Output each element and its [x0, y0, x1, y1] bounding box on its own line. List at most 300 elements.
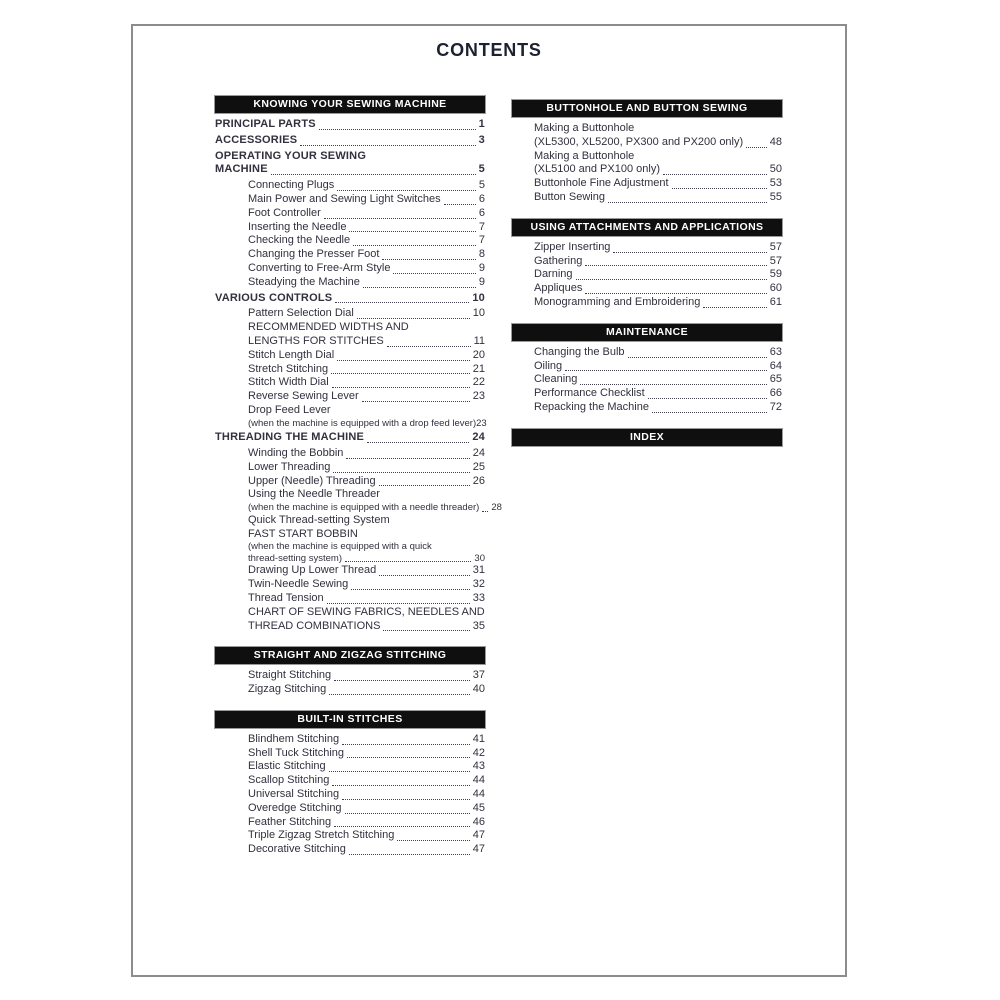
- toc-line: [215, 829, 485, 843]
- toc-entry: [215, 774, 485, 788]
- toc-entry: [215, 843, 485, 857]
- toc-entry: [215, 234, 485, 248]
- dot-leader: [331, 373, 470, 374]
- toc-entry: [512, 268, 782, 282]
- page-number: 24: [472, 447, 485, 460]
- entry-label: Using the Needle Threader: [248, 488, 380, 501]
- section-header: BUTTONHOLE AND BUTTON SEWING: [512, 100, 782, 117]
- toc-line: [215, 207, 485, 221]
- entry-label: MACHINE: [215, 163, 268, 176]
- toc-entry: [512, 296, 782, 310]
- toc-entry: [215, 179, 485, 193]
- toc-line: [215, 150, 485, 164]
- entry-label: Steadying the Machine: [248, 275, 360, 288]
- page-number: 59: [769, 268, 782, 281]
- entry-label: ACCESSORIES: [215, 133, 298, 146]
- dot-leader: [576, 279, 767, 280]
- toc-line: [215, 262, 485, 276]
- toc-section-index: [512, 429, 782, 446]
- page-title: CONTENTS: [436, 40, 542, 60]
- entry-label: Buttonhole Fine Adjustment: [534, 177, 669, 190]
- toc-entry: [215, 134, 485, 148]
- page-number: 72: [769, 400, 782, 413]
- dot-leader: [482, 511, 488, 512]
- entry-label: Oiling: [534, 359, 563, 372]
- dot-leader: [379, 575, 470, 576]
- dot-leader: [351, 589, 469, 590]
- entry-label: Main Power and Sewing Light Switches: [248, 192, 441, 205]
- entry-label: Universal Stitching: [248, 788, 340, 801]
- page-number: 40: [472, 683, 485, 696]
- toc-line: [215, 134, 485, 148]
- toc-line: [215, 553, 485, 565]
- dot-leader: [580, 384, 766, 385]
- page-number: 9: [478, 275, 485, 288]
- toc-entry: [215, 292, 485, 306]
- entry-label: Drawing Up Lower Thread: [248, 564, 377, 577]
- manual-page: [131, 24, 847, 977]
- dot-leader: [652, 412, 767, 413]
- toc-line: [512, 401, 782, 415]
- toc-line: [512, 387, 782, 401]
- toc-line: [215, 404, 485, 418]
- page-number: 32: [472, 578, 485, 591]
- toc-line: [215, 683, 485, 697]
- page-number: 9: [478, 261, 485, 274]
- entry-label: Stitch Length Dial: [248, 348, 335, 361]
- column-left: [215, 96, 502, 857]
- toc-line: [215, 760, 485, 774]
- entry-label: Elastic Stitching: [248, 760, 326, 773]
- dot-leader: [746, 147, 767, 148]
- dot-leader: [271, 174, 476, 175]
- entry-label: Shell Tuck Stitching: [248, 746, 344, 759]
- page-number: 1: [478, 118, 485, 130]
- page-number: 20: [472, 348, 485, 361]
- entry-label: (when the machine is equipped with a quick: [248, 541, 432, 553]
- toc-line: [215, 118, 485, 132]
- dot-leader: [585, 293, 766, 294]
- dot-leader: [319, 129, 476, 130]
- toc-line: [215, 221, 485, 235]
- toc-line: [512, 136, 782, 150]
- toc-entry: [215, 207, 485, 221]
- toc-line: [215, 788, 485, 802]
- toc-line: [512, 268, 782, 282]
- page-number: 21: [472, 362, 485, 375]
- entry-label: (when the machine is equipped with a needle threader): [248, 502, 480, 514]
- toc-line: [215, 376, 485, 390]
- toc-entry: [512, 241, 782, 255]
- toc-entry: [215, 390, 485, 404]
- toc-line: [215, 564, 485, 578]
- toc-line: [215, 418, 485, 430]
- toc-entry: [215, 733, 485, 747]
- page-number: 10: [472, 291, 485, 304]
- section-header: USING ATTACHMENTS AND APPLICATIONS: [512, 219, 782, 236]
- dot-leader: [334, 826, 470, 827]
- page-number: 48: [769, 135, 782, 148]
- page-number: 25: [472, 460, 485, 473]
- page-number: 60: [769, 282, 782, 295]
- entry-label: THREAD COMBINATIONS: [248, 619, 381, 632]
- toc-entry: [215, 816, 485, 830]
- toc-line: [215, 802, 485, 816]
- toc-line: [215, 669, 485, 683]
- page-number: 24: [472, 431, 485, 444]
- dot-leader: [703, 307, 766, 308]
- dot-leader: [329, 694, 469, 695]
- entry-label: Scallop Stitching: [248, 774, 330, 787]
- entry-label: Twin-Needle Sewing: [248, 578, 349, 591]
- toc-entry: [215, 488, 502, 514]
- entry-label: Inserting the Needle: [248, 220, 347, 233]
- toc-line: [512, 296, 782, 310]
- toc-section-using-attachments-and-applications: [512, 219, 782, 310]
- entry-label: Triple Zigzag Stretch Stitching: [248, 829, 395, 842]
- page-number: 66: [769, 387, 782, 400]
- toc-entry: [215, 349, 485, 363]
- toc-section-straight-and-zigzag-stitching: [215, 647, 485, 697]
- page-number: 6: [478, 192, 485, 205]
- toc-entry: [215, 221, 485, 235]
- page-number: 6: [478, 206, 485, 219]
- dot-leader: [379, 485, 470, 486]
- toc-line: [512, 163, 782, 177]
- toc-entry: [215, 802, 485, 816]
- dot-leader: [333, 472, 469, 473]
- toc-line: [215, 292, 485, 306]
- toc-line: [215, 335, 485, 349]
- toc-section-maintenance: [512, 324, 782, 415]
- toc-line: [215, 843, 485, 857]
- entry-label: Reverse Sewing Lever: [248, 390, 359, 403]
- entry-label: CHART OF SEWING FABRICS, NEEDLES AND: [248, 605, 485, 618]
- page-number: 65: [769, 373, 782, 386]
- toc-entry: [215, 376, 485, 390]
- toc-line: [215, 248, 485, 262]
- page-number: 53: [769, 177, 782, 190]
- toc-line: [215, 620, 485, 634]
- toc-line: [215, 514, 485, 528]
- entry-label: THREADING THE MACHINE: [215, 431, 365, 444]
- toc-entry: [512, 177, 782, 191]
- dot-leader: [335, 302, 469, 303]
- toc-line: [215, 488, 485, 502]
- dot-leader: [363, 287, 476, 288]
- entry-label: Darning: [534, 268, 573, 281]
- dot-leader: [357, 318, 470, 319]
- entry-label: Stretch Stitching: [248, 362, 329, 375]
- page-number: 42: [472, 746, 485, 759]
- entry-label: VARIOUS CONTROLS: [215, 291, 333, 304]
- dot-leader: [353, 245, 476, 246]
- toc-line: [215, 276, 485, 290]
- dot-leader: [383, 630, 469, 631]
- entry-label: thread-setting system): [248, 552, 342, 564]
- toc-entry: [512, 191, 782, 205]
- entry-label: Repacking the Machine: [534, 400, 649, 413]
- dot-leader: [672, 188, 767, 189]
- toc-entry: [215, 447, 485, 461]
- column-right: [512, 100, 782, 451]
- dot-leader: [387, 346, 471, 347]
- page-number: 3: [478, 133, 485, 146]
- toc-section-knowing-your-sewing-machine: [215, 96, 502, 633]
- dot-leader: [300, 145, 475, 146]
- toc-line: [512, 177, 782, 191]
- toc-line: [215, 578, 485, 592]
- page-number: 44: [472, 774, 485, 787]
- page-number: 26: [472, 474, 485, 487]
- page-number: 50: [769, 163, 782, 176]
- toc-entry: [215, 514, 485, 565]
- entry-label: Overedge Stitching: [248, 801, 342, 814]
- page-number: 28: [491, 502, 502, 514]
- page-number: 22: [472, 376, 485, 389]
- entry-label: Monogramming and Embroidering: [534, 295, 701, 308]
- entry-label: Pattern Selection Dial: [248, 307, 354, 320]
- entry-label: Making a Buttonhole: [534, 149, 635, 162]
- toc-line: [215, 447, 485, 461]
- page-number: 31: [472, 564, 485, 577]
- dot-leader: [342, 799, 470, 800]
- entry-label: Winding the Bobbin: [248, 447, 344, 460]
- dot-leader: [349, 231, 475, 232]
- page-number: 64: [769, 359, 782, 372]
- toc-entry: [215, 431, 485, 445]
- dot-leader: [565, 370, 767, 371]
- dot-leader: [334, 680, 470, 681]
- page-number: 23: [476, 417, 487, 429]
- section-header: MAINTENANCE: [512, 324, 782, 341]
- toc-line: [512, 122, 782, 136]
- dot-leader: [444, 204, 476, 205]
- dot-leader: [346, 458, 469, 459]
- page-number: 63: [769, 345, 782, 358]
- page-number: 47: [472, 829, 485, 842]
- toc-entry: [215, 669, 485, 683]
- dot-leader: [382, 259, 475, 260]
- toc-line: [512, 150, 782, 164]
- entry-label: Stitch Width Dial: [248, 376, 329, 389]
- dot-leader: [628, 357, 767, 358]
- toc-entry: [512, 373, 782, 387]
- dot-leader: [337, 190, 476, 191]
- toc-line: [215, 816, 485, 830]
- toc-entry: [215, 321, 485, 349]
- entry-label: (XL5300, XL5200, PX300 and PX200 only): [534, 135, 744, 148]
- toc-entry: [215, 307, 485, 321]
- toc-entry: [215, 118, 485, 132]
- entry-label: Zigzag Stitching: [248, 683, 327, 696]
- toc-entry: [215, 760, 485, 774]
- entry-label: Upper (Needle) Threading: [248, 474, 376, 487]
- dot-leader: [324, 218, 476, 219]
- toc-entry: [512, 150, 782, 178]
- entry-label: Foot Controller: [248, 206, 321, 219]
- toc-entry: [512, 360, 782, 374]
- toc-section-buttonhole-and-button-sewing: [512, 100, 782, 205]
- entry-label: Button Sewing: [534, 190, 605, 203]
- entry-label: FAST START BOBBIN: [248, 527, 358, 540]
- toc-entry: [512, 122, 782, 150]
- page-number: 41: [472, 732, 485, 745]
- toc-entry: [215, 475, 485, 489]
- entry-label: RECOMMENDED WIDTHS AND: [248, 321, 409, 334]
- toc-line: [215, 747, 485, 761]
- dot-leader: [362, 401, 470, 402]
- page-number: 57: [769, 240, 782, 253]
- page-number: 5: [478, 179, 485, 192]
- toc-line: [215, 774, 485, 788]
- page-number: 61: [769, 295, 782, 308]
- page-number: 8: [478, 248, 485, 261]
- toc-entry: [215, 404, 485, 429]
- page-number: 37: [472, 669, 485, 682]
- dot-leader: [329, 771, 470, 772]
- dot-leader: [337, 360, 470, 361]
- entry-label: Appliques: [534, 282, 583, 295]
- entry-label: Changing the Presser Foot: [248, 248, 380, 261]
- entry-label: Drop Feed Lever: [248, 403, 331, 416]
- entry-label: Performance Checklist: [534, 387, 645, 400]
- entry-label: Blindhem Stitching: [248, 732, 340, 745]
- toc-entry: [512, 282, 782, 296]
- toc-line: [512, 255, 782, 269]
- entry-label: Lower Threading: [248, 460, 331, 473]
- dot-leader: [342, 744, 470, 745]
- entry-label: Thread Tension: [248, 591, 324, 604]
- toc-line: [215, 321, 485, 335]
- dot-leader: [613, 252, 766, 253]
- toc-entry: [215, 564, 485, 578]
- page-number: 44: [472, 788, 485, 801]
- dot-leader: [397, 840, 469, 841]
- dot-leader: [345, 813, 470, 814]
- dot-leader: [347, 757, 470, 758]
- toc-line: [215, 390, 485, 404]
- dot-leader: [663, 174, 767, 175]
- toc-entry: [215, 788, 485, 802]
- page-number: 46: [472, 815, 485, 828]
- entry-label: Straight Stitching: [248, 669, 332, 682]
- entry-label: Making a Buttonhole: [534, 122, 635, 134]
- toc-entry: [215, 276, 485, 290]
- toc-line: [512, 282, 782, 296]
- toc-entry: [215, 193, 485, 207]
- page-number: 57: [769, 254, 782, 267]
- dot-leader: [585, 265, 766, 266]
- toc-line: [215, 307, 485, 321]
- toc-line: [215, 606, 485, 620]
- toc-entry: [512, 346, 782, 360]
- entry-label: (XL5100 and PX100 only): [534, 163, 660, 176]
- toc-entry: [215, 606, 485, 634]
- toc-entry: [215, 150, 485, 178]
- page-number: 45: [472, 801, 485, 814]
- dot-leader: [332, 387, 470, 388]
- entry-label: Checking the Needle: [248, 234, 351, 247]
- toc-entry: [512, 401, 782, 415]
- toc-line: [215, 234, 485, 248]
- section-header: BUILT-IN STITCHES: [215, 711, 485, 728]
- dot-leader: [608, 202, 767, 203]
- toc-line: [215, 179, 485, 193]
- dot-leader: [393, 273, 475, 274]
- toc-entry: [512, 387, 782, 401]
- page-number: 5: [478, 163, 485, 176]
- entry-label: OPERATING YOUR SEWING: [215, 149, 367, 162]
- page-number: 23: [472, 390, 485, 403]
- section-header: KNOWING YOUR SEWING MACHINE: [215, 96, 485, 113]
- entry-label: Cleaning: [534, 373, 578, 386]
- toc-entry: [215, 578, 485, 592]
- toc-entry: [215, 363, 485, 377]
- entry-label: Connecting Plugs: [248, 179, 335, 192]
- entry-label: Quick Thread-setting System: [248, 513, 390, 526]
- toc-line: [512, 360, 782, 374]
- entry-label: Converting to Free-Arm Style: [248, 261, 391, 274]
- toc-line: [215, 541, 485, 553]
- toc-entry: [215, 461, 485, 475]
- dot-leader: [332, 785, 469, 786]
- toc-entry: [215, 683, 485, 697]
- toc-line: [215, 592, 485, 606]
- page-number: 7: [478, 220, 485, 233]
- page-number: 33: [472, 591, 485, 604]
- toc-entry: [215, 829, 485, 843]
- toc-line: [215, 475, 485, 489]
- section-header: STRAIGHT AND ZIGZAG STITCHING: [215, 647, 485, 664]
- toc-entry: [215, 262, 485, 276]
- toc-line: [512, 191, 782, 205]
- toc-line: [215, 163, 485, 177]
- page-number: 30: [474, 552, 485, 564]
- page-number: 10: [472, 307, 485, 320]
- page-number: 7: [478, 234, 485, 247]
- toc-section-built-in-stitches: [215, 711, 485, 857]
- entry-label: PRINCIPAL PARTS: [215, 118, 316, 130]
- dot-leader: [327, 603, 470, 604]
- section-header: INDEX: [512, 429, 782, 446]
- page-number: 55: [769, 190, 782, 203]
- toc-line: [512, 346, 782, 360]
- toc-entry: [215, 747, 485, 761]
- toc-line: [215, 363, 485, 377]
- toc-line: [215, 349, 485, 363]
- entry-label: Decorative Stitching: [248, 843, 346, 856]
- entry-label: Changing the Bulb: [534, 345, 625, 358]
- toc-line: [215, 431, 485, 445]
- page-number: 47: [472, 843, 485, 856]
- toc-entry: [512, 255, 782, 269]
- toc-line: [215, 733, 485, 747]
- dot-leader: [648, 398, 767, 399]
- entry-label: (when the machine is equipped with a drop feed lever): [248, 417, 477, 429]
- dot-leader: [367, 442, 469, 443]
- entry-label: Zipper Inserting: [534, 240, 611, 253]
- entry-label: Feather Stitching: [248, 815, 332, 828]
- page-number: 43: [472, 760, 485, 773]
- toc-line: [215, 193, 485, 207]
- toc-line: [512, 241, 782, 255]
- toc-line: [215, 528, 485, 542]
- entry-label: LENGTHS FOR STITCHES: [248, 334, 384, 347]
- dot-leader: [349, 854, 470, 855]
- page-number: 11: [473, 334, 485, 347]
- dot-leader: [345, 561, 471, 562]
